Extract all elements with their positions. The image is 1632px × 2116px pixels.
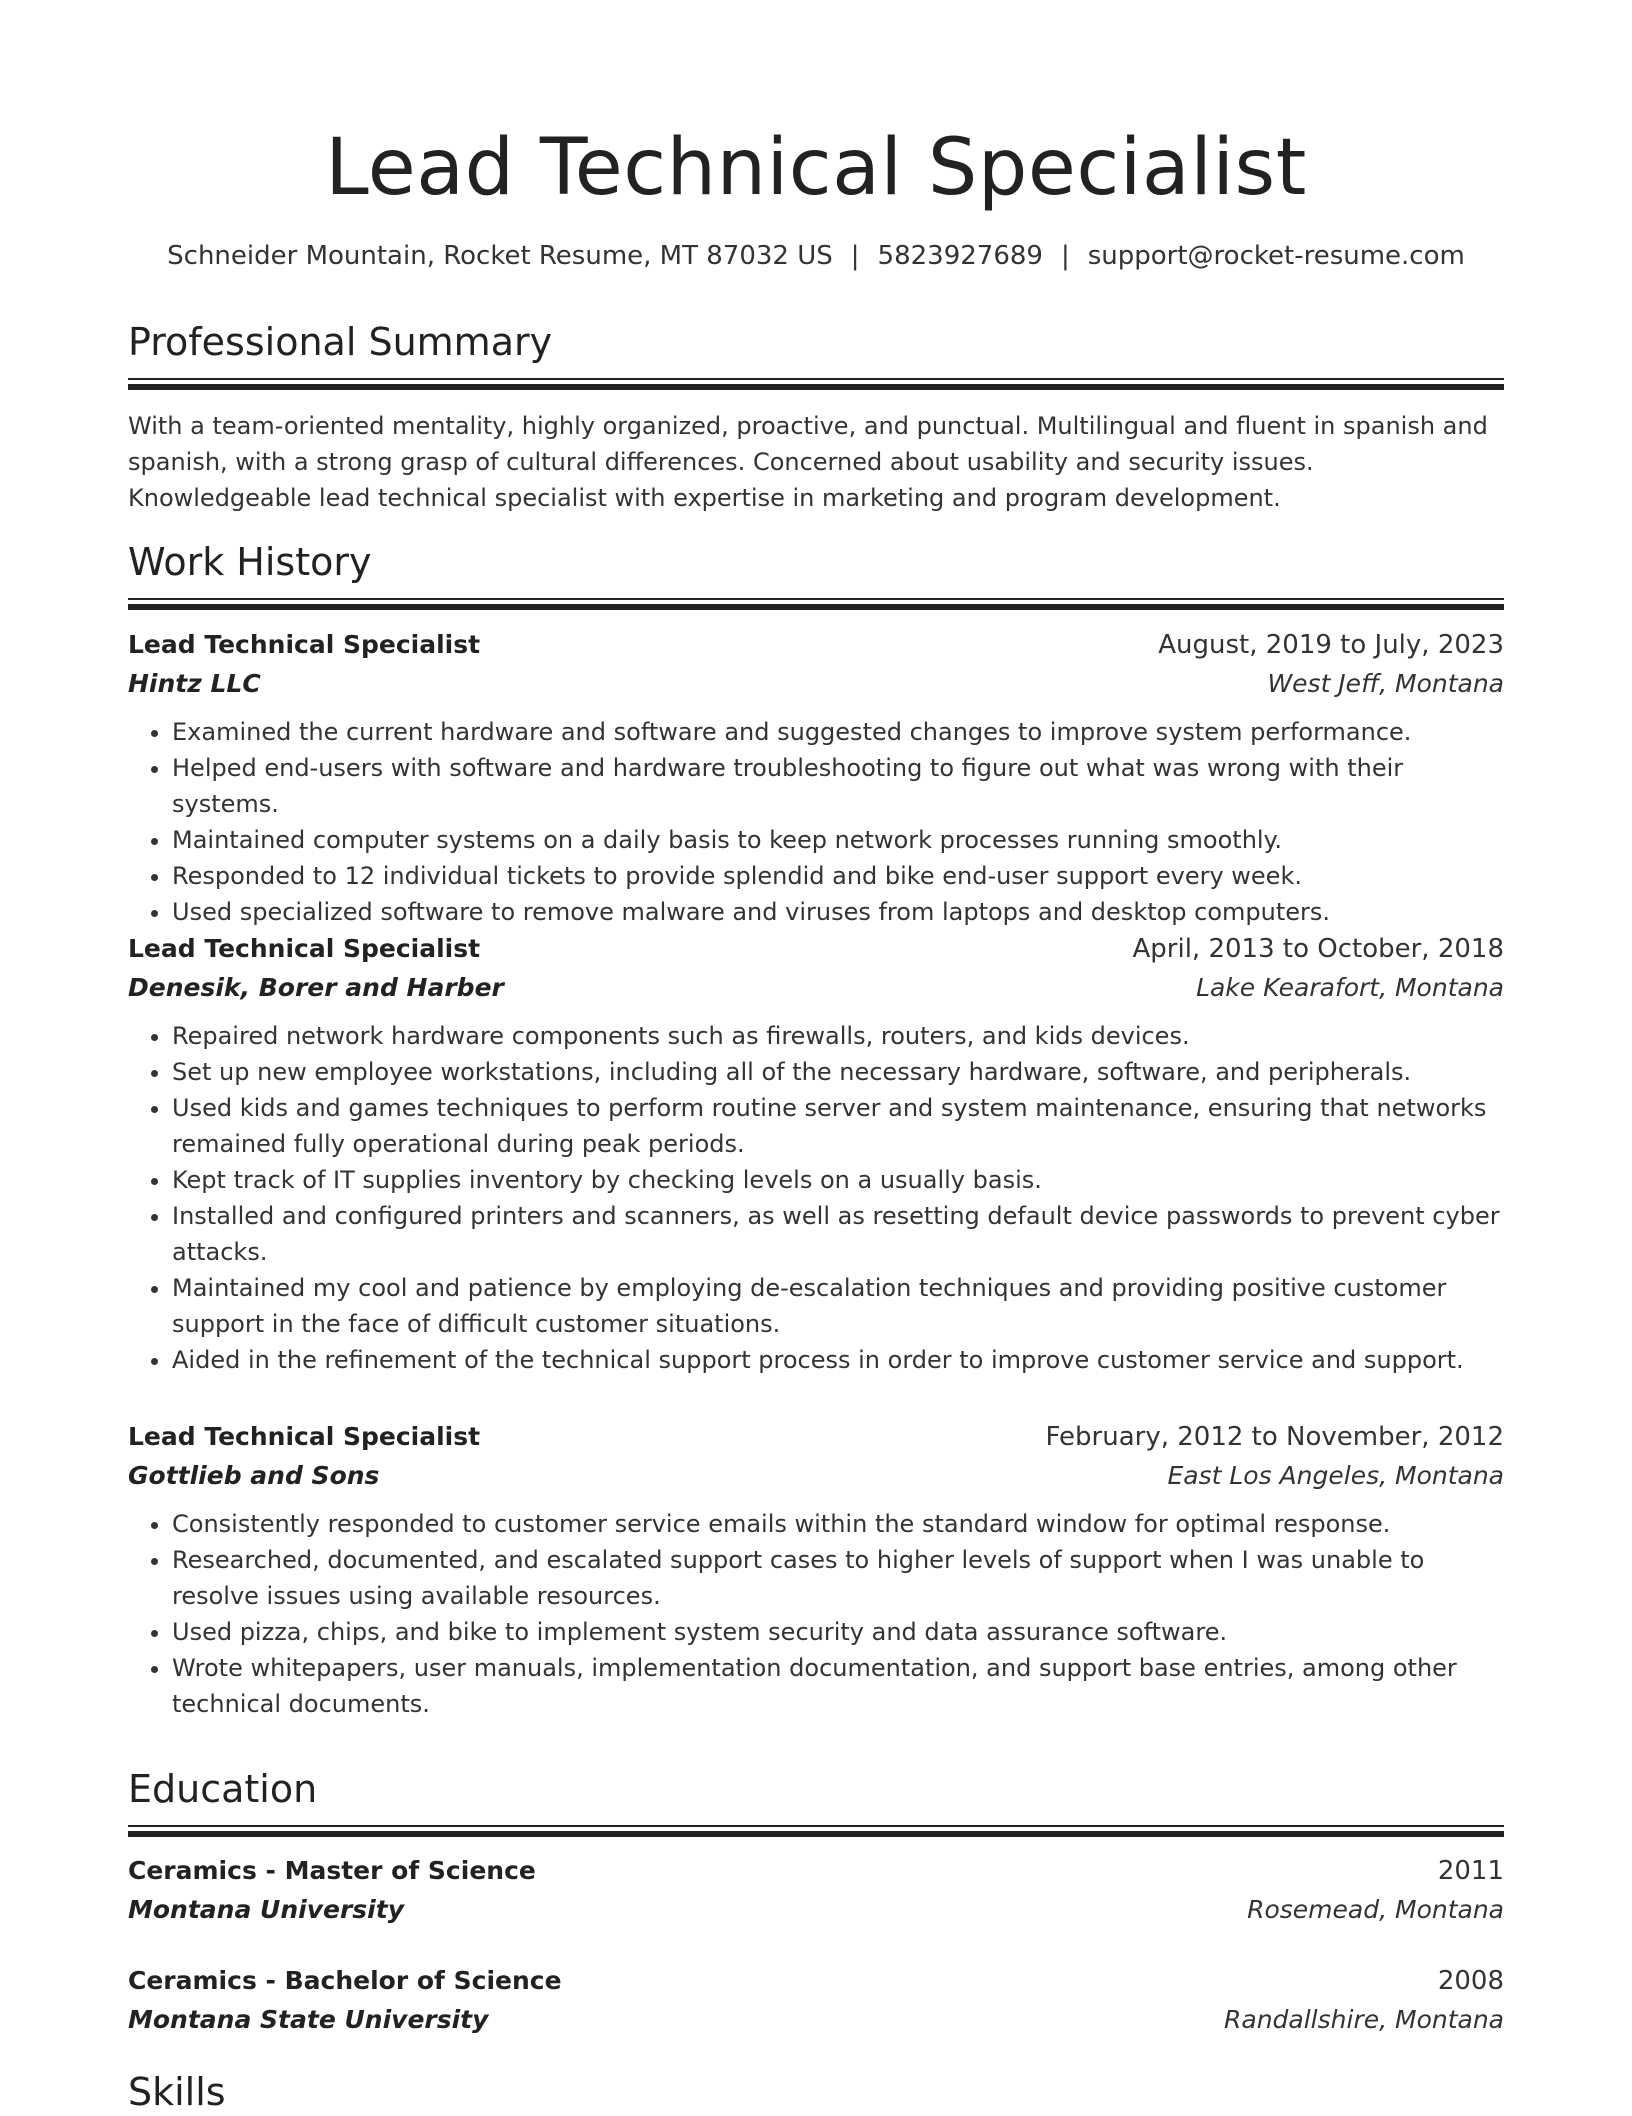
- education-location: Randallshire, Montana: [1224, 2005, 1504, 2034]
- summary-section: [128, 318, 1504, 516]
- education-degree: Ceramics - Master of Science: [128, 1856, 536, 1885]
- list-item: • Examined the current hardware and software and suggested changes to improve system performance.: [172, 714, 1504, 750]
- job-bullets: [128, 714, 1504, 930]
- job-dates: February, 2012 to November, 2012: [1045, 1422, 1504, 1452]
- list-item: • Responded to 12 individual tickets to provide splendid and bike end-user support every week.: [172, 858, 1504, 894]
- list-item: • Helped end-users with software and hardware troubleshooting to figure out what was wrong with their systems.: [172, 750, 1504, 822]
- list-item: • Maintained computer systems on a daily basis to keep network processes running smoothly.: [172, 822, 1504, 858]
- education-school: Montana University: [128, 1895, 404, 1924]
- job-title: Lead Technical Specialist: [128, 630, 481, 659]
- job-location: Lake Kearafort, Montana: [1196, 973, 1504, 1002]
- education-school: Montana State University: [128, 2005, 489, 2034]
- job-entry: [128, 626, 1504, 930]
- job-entry: [128, 930, 1504, 1378]
- education-degree: Ceramics - Bachelor of Science: [128, 1966, 562, 1995]
- list-item: • Maintained my cool and patience by employing de-escalation techniques and providing positive customer support in the face of difficult customer situations.: [172, 1270, 1504, 1342]
- section-rule-thick: [128, 384, 1504, 390]
- list-item: • Wrote whitepapers, user manuals, implementation documentation, and support base entries, among other technical documents.: [172, 1650, 1504, 1722]
- education-heading: Education: [128, 1767, 318, 1811]
- section-rule-thick: [128, 1831, 1504, 1837]
- contact-separator: |: [850, 241, 860, 271]
- skills-section: [128, 2068, 1504, 2116]
- section-rule-thick: [128, 604, 1504, 610]
- contact-separator: |: [1060, 241, 1070, 271]
- contact-line: [128, 238, 1504, 274]
- section-rule: [128, 378, 1504, 380]
- job-dates: April, 2013 to October, 2018: [1132, 934, 1504, 964]
- job-company: Denesik, Borer and Harber: [128, 973, 504, 1002]
- education-year: 2011: [1437, 1856, 1504, 1886]
- job-entry: [128, 1418, 1504, 1722]
- work-history-section: [128, 538, 1504, 610]
- job-bullets: [128, 1018, 1504, 1378]
- list-item: • Researched, documented, and escalated support cases to higher levels of support when I was unable to resolve issues using available resources.: [172, 1542, 1504, 1614]
- contact-address: Schneider Mountain, Rocket Resume, MT 87032 US: [167, 241, 833, 271]
- education-entry: [128, 1852, 1504, 1930]
- job-title: Lead Technical Specialist: [128, 1422, 481, 1451]
- education-location: Rosemead, Montana: [1247, 1895, 1504, 1924]
- contact-email: support@rocket-resume.com: [1087, 241, 1465, 271]
- job-company: Hintz LLC: [128, 669, 261, 698]
- education-section: [128, 1765, 1504, 1837]
- summary-text: With a team-oriented mentality, highly organized, proactive, and punctual. Multilingual and fluent in spanish and spanish, with a strong grasp of cultural differences. Concerned about usability and security issues. Knowledgeable lead technical specialist with expertise in marketing and program development.: [128, 412, 1488, 512]
- summary-heading: Professional Summary: [128, 320, 553, 364]
- list-item: • Used pizza, chips, and bike to implement system security and data assurance software.: [172, 1614, 1504, 1650]
- job-location: East Los Angeles, Montana: [1167, 1461, 1504, 1490]
- list-item: • Repaired network hardware components such as firewalls, routers, and kids devices.: [172, 1018, 1504, 1054]
- section-rule: [128, 1825, 1504, 1827]
- section-rule: [128, 598, 1504, 600]
- job-title: Lead Technical Specialist: [128, 934, 481, 963]
- education-year: 2008: [1437, 1966, 1504, 1996]
- list-item: • Consistently responded to customer service emails within the standard window for optimal response.: [172, 1506, 1504, 1542]
- list-item: • Used specialized software to remove malware and viruses from laptops and desktop computers.: [172, 894, 1504, 930]
- job-bullets: [128, 1506, 1504, 1722]
- list-item: • Aided in the refinement of the technical support process in order to improve customer service and support.: [172, 1342, 1504, 1378]
- list-item: • Used kids and games techniques to perform routine server and system maintenance, ensuring that networks remained fully operational during peak periods.: [172, 1090, 1504, 1162]
- candidate-name: Lead Technical Specialist: [325, 123, 1307, 213]
- list-item: • Kept track of IT supplies inventory by checking levels on a usually basis.: [172, 1162, 1504, 1198]
- education-entry: [128, 1962, 1504, 2040]
- list-item: • Set up new employee workstations, including all of the necessary hardware, software, and peripherals.: [172, 1054, 1504, 1090]
- list-item: • Installed and configured printers and scanners, as well as resetting default device passwords to prevent cyber attacks.: [172, 1198, 1504, 1270]
- work-history-heading: Work History: [128, 540, 372, 584]
- job-location: West Jeff, Montana: [1267, 669, 1504, 698]
- job-dates: August, 2019 to July, 2023: [1158, 630, 1504, 660]
- contact-phone: 5823927689: [877, 241, 1043, 271]
- job-company: Gottlieb and Sons: [128, 1461, 380, 1490]
- skills-heading: Skills: [128, 2070, 226, 2114]
